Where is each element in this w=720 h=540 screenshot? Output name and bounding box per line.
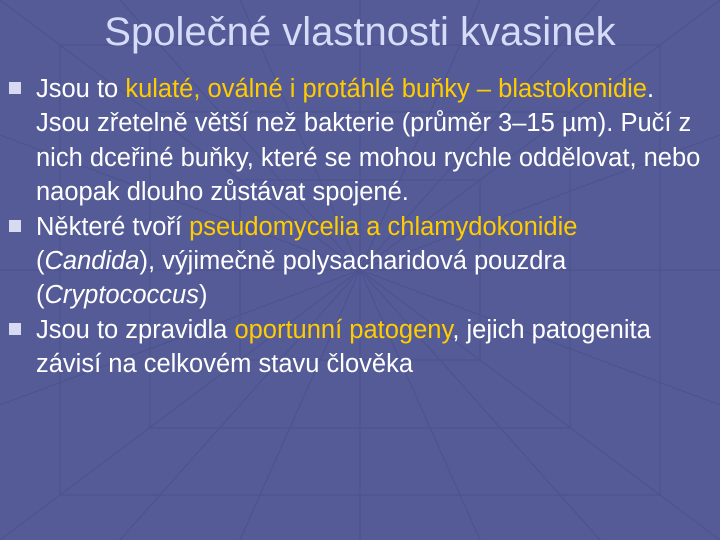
bullet-text: Jsou to: [36, 75, 126, 103]
italic-term: Cryptococcus: [44, 281, 199, 310]
bullet-text: (: [36, 247, 45, 276]
bullet-text: ): [198, 281, 208, 310]
italic-term: Candida: [44, 247, 140, 276]
highlighted-term: pseudomycelia a chlamydokonidie: [189, 212, 578, 241]
square-bullet-icon: [9, 220, 21, 232]
bullet-text: Některé tvoří: [36, 212, 190, 241]
bullet-item: [0, 72, 720, 210]
highlighted-term: oportunní patogeny: [234, 315, 453, 344]
square-bullet-icon: [9, 323, 21, 335]
bullet-text: ), výjimečně polysacharidová pouzdra (: [36, 247, 567, 310]
highlighted-term: kulaté, oválné i protáhlé buňky – blastokonidie: [125, 75, 647, 103]
bullet-item: [0, 210, 720, 313]
bullet-list: [0, 72, 720, 382]
bullet-item: [0, 313, 720, 382]
bullet-text: Jsou to zpravidla: [36, 315, 235, 344]
bullet-text: , jejich patogenita závisí na celkovém stavu člověka: [36, 315, 651, 379]
slide-title: Společné vlastnosti kvasinek: [104, 10, 616, 54]
square-bullet-icon: [9, 82, 21, 94]
bullet-text: . Jsou zřetelně větší než bakterie (průměr 3–15 µm). Pučí z nich dceřiné buňky, které se mohou rychle oddělovat, nebo naopak dlouho zůstávat spojené.: [36, 75, 701, 207]
